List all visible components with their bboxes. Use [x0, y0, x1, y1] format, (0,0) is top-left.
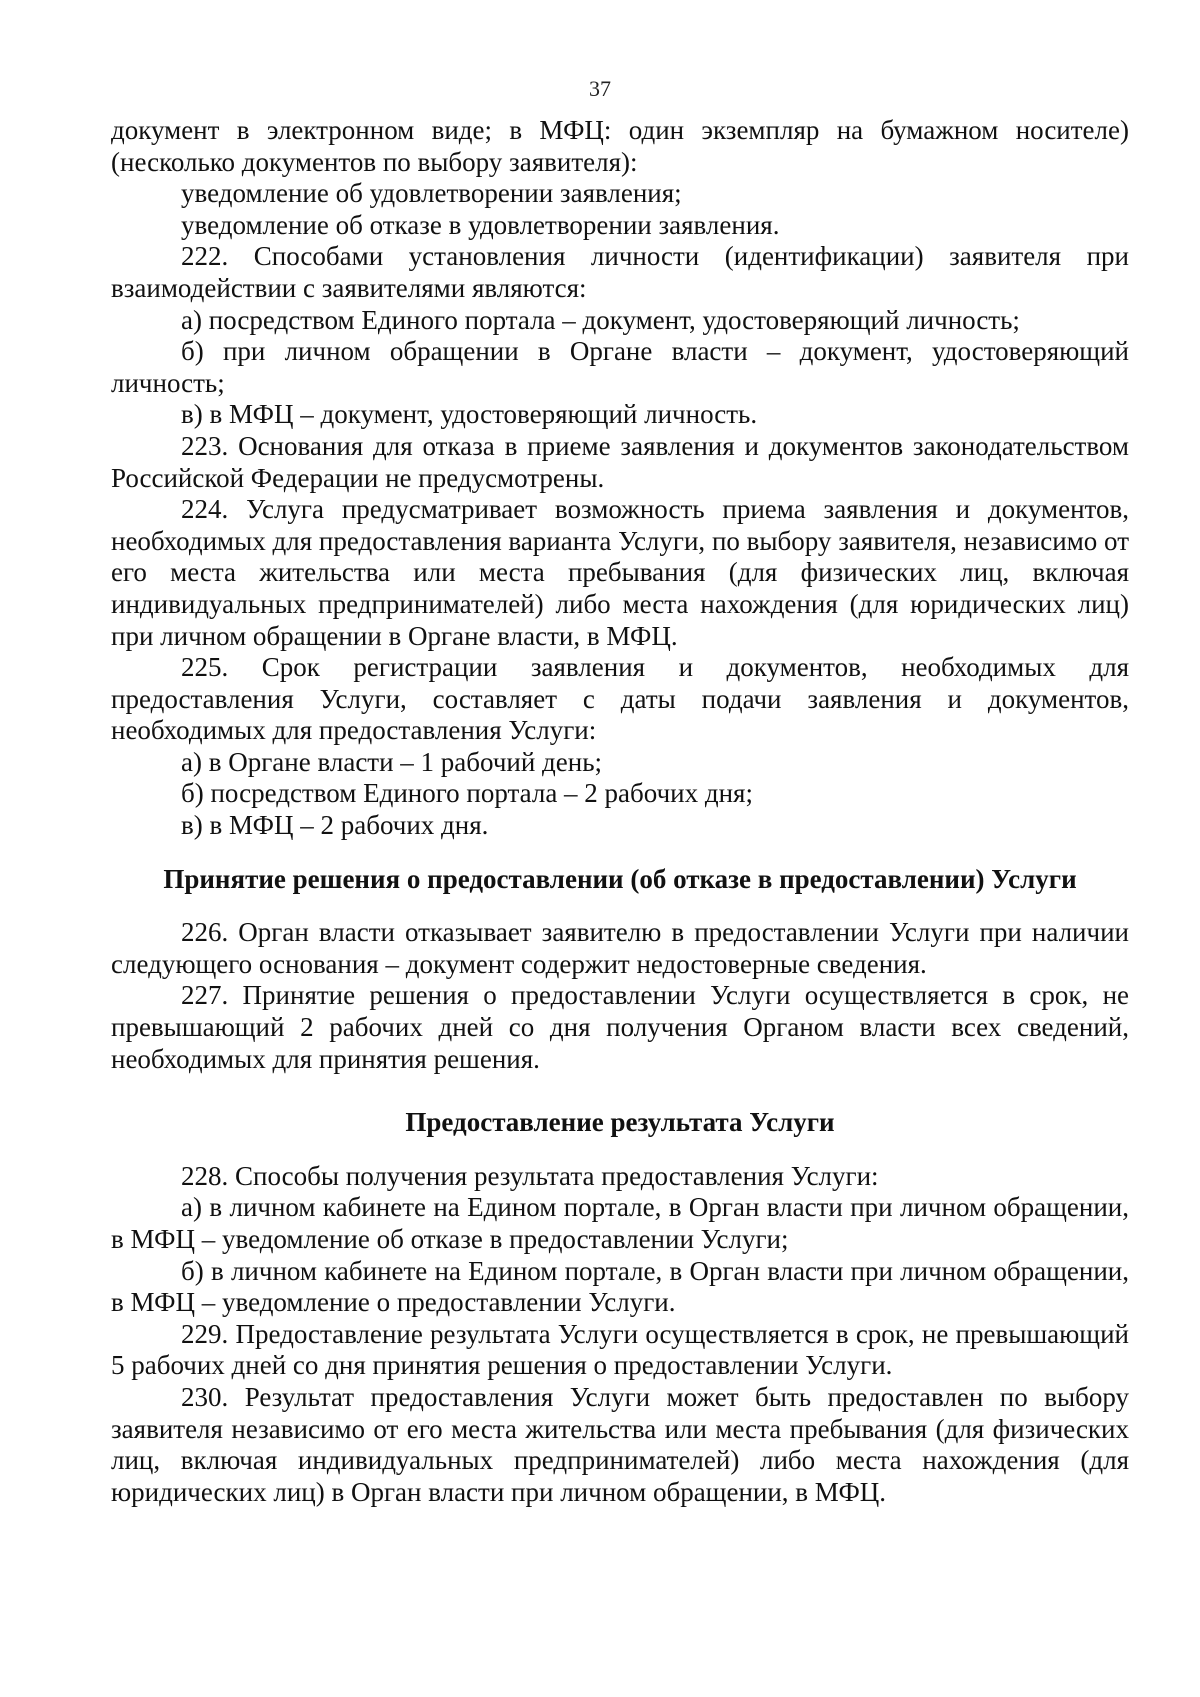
paragraph-225-c: в) в МФЦ – 2 рабочих дня.	[181, 810, 489, 841]
paragraph-225: 225. Срок регистрации заявления и документов, необходимых для предоставления Услуги, составляет с даты подачи заявления и документов, необходимых для предоставления Услуги:	[111, 652, 1129, 746]
paragraph-225-a: а) в Органе власти – 1 рабочий день;	[181, 746, 603, 777]
paragraph-notice-approval: уведомление об удовлетворении заявления;	[181, 178, 682, 209]
paragraph-226: 226. Орган власти отказывает заявителю в предоставлении Услуги при наличии следующего основания – документ содержит недостоверные сведения.	[111, 917, 1129, 979]
document-body	[111, 115, 1129, 1508]
paragraph-228: 228. Способы получения результата предоставления Услуги:	[181, 1160, 879, 1191]
paragraph-222-c: в) в МФЦ – документ, удостоверяющий личность.	[181, 399, 758, 430]
paragraph-227: 227. Принятие решения о предоставлении Услуги осуществляется в срок, не превышающий 2 рабочих дней со дня получения Органом власти всех сведений, необходимых для принятия решения.	[111, 980, 1129, 1074]
paragraph-222-a: а) посредством Единого портала – документ, удостоверяющий личность;	[181, 304, 1020, 335]
section-heading-result: Предоставление результата Услуги	[405, 1107, 835, 1138]
page-number: 37	[589, 76, 611, 101]
paragraph-222-b: б) при личном обращении в Органе власти – документ, удостоверяющий личность;	[111, 336, 1129, 398]
paragraph-notice-refusal: уведомление об отказе в удовлетворении заявления.	[181, 209, 780, 240]
paragraph-228-a: а) в личном кабинете на Едином портале, в Орган власти при личном обращении, в МФЦ – уведомление об отказе в предоставлении Услуги;	[111, 1192, 1129, 1254]
paragraph-228-b: б) в личном кабинете на Едином портале, в Орган власти при личном обращении, в МФЦ – уведомление о предоставлении Услуги.	[111, 1255, 1129, 1318]
paragraph-224: 224. Услуга предусматривает возможность приема заявления и документов, необходимых для предоставления варианта Услуги, по выбору заявителя, независимо от его места жительства или места пребывания (для физических лиц, включая индивидуальных предпринимателей) либо места нахождения (для юридических лиц) при личном обращении в Органе власти, в МФЦ.	[111, 494, 1129, 651]
section-heading-decision: Принятие решения о предоставлении (об отказе в предоставлении) Услуги	[163, 863, 1077, 894]
paragraph-225-b: б) посредством Единого портала – 2 рабочих дня;	[181, 778, 753, 809]
paragraph-229: 229. Предоставление результата Услуги осуществляется в срок, не превышающий 5 рабочих дней со дня принятия решения о предоставлении Услуги.	[111, 1318, 1129, 1381]
paragraph-222: 222. Способами установления личности (идентификации) заявителя при взаимодействии с заявителями являются:	[111, 241, 1129, 303]
paragraph-230: 230. Результат предоставления Услуги может быть предоставлен по выбору заявителя независимо от его места жительства или места пребывания (для физических лиц, включая индивидуальных предпринимателей) либо места нахождения (для юридических лиц) в Орган власти при личном обращении, в МФЦ.	[111, 1381, 1129, 1507]
paragraph-continued: документ в электронном виде; в МФЦ: один экземпляр на бумажном носителе) (несколько документов по выбору заявителя):	[111, 115, 1129, 177]
paragraph-223: 223. Основания для отказа в приеме заявления и документов законодательством Российской Федерации не предусмотрены.	[111, 430, 1129, 493]
